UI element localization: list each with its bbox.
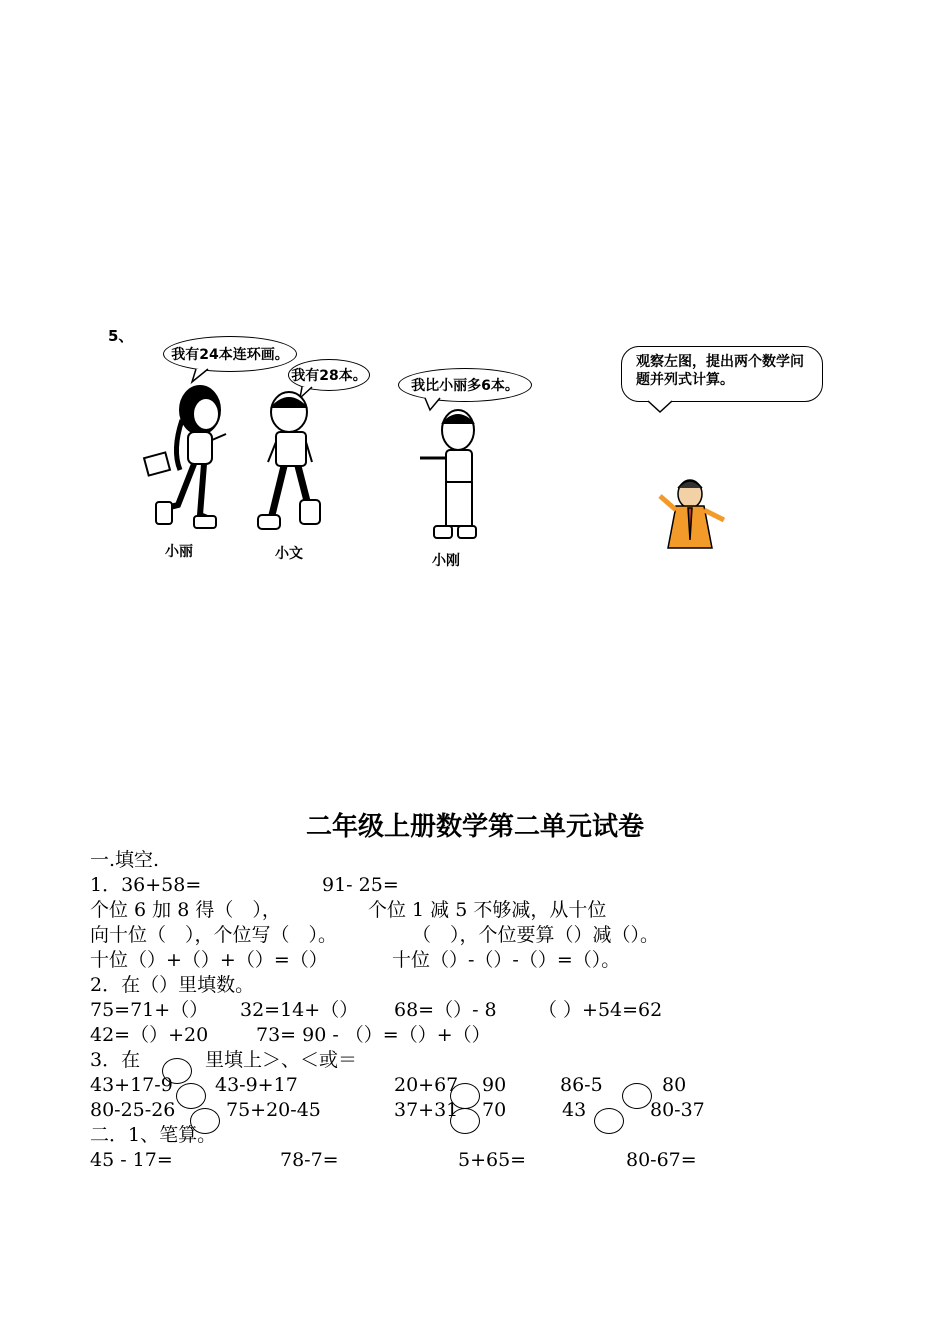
compare-circle-1[interactable] <box>176 1083 206 1109</box>
q3-expression: 37+31 <box>394 1099 459 1121</box>
speech-text-xiaowen: 我有28本。 <box>291 368 367 384</box>
q2-item: 75=71+（） <box>90 999 209 1021</box>
q3-expression: 80-37 <box>650 1099 705 1121</box>
boy-xiaogang-figure <box>420 410 476 538</box>
q3-expression: 20+67 <box>394 1074 459 1096</box>
name-xiaoli: 小丽 <box>165 544 193 560</box>
q3-expression: 70 <box>482 1099 507 1121</box>
q2-item: 42=（）+20 <box>90 1024 209 1046</box>
q1-line2-left: 个位 6 加 8 得（ ）， <box>90 899 281 921</box>
q2-item: （ ）+54=62 <box>538 999 663 1021</box>
q3-heading-a: 3．在 <box>90 1049 141 1071</box>
q2-item: 73= 90 - （）=（）+（） <box>256 1024 491 1046</box>
q3-expression: 43+17-9 <box>90 1074 173 1096</box>
girl-xiaoli-figure <box>144 386 226 528</box>
section2-heading: 二．1、笔算。 <box>90 1124 217 1146</box>
q3-expression: 43 <box>562 1099 587 1121</box>
q1-expression-right: 91- 25= <box>322 874 399 896</box>
teacher-prompt-text: 观察左图，提出两个数学问题并列式计算。 <box>636 354 804 388</box>
q2-heading: 2．在（）里填数。 <box>90 974 255 996</box>
q1-expression-left: 1．36+58= <box>90 874 202 896</box>
q1-line4-left: 十位（）+（）+（）=（） <box>90 949 328 971</box>
q3-heading-b: 里填上＞、＜或＝ <box>205 1049 358 1071</box>
problem-number: 5、 <box>108 327 134 345</box>
compare-circle-6[interactable] <box>594 1108 624 1134</box>
q2-item: 68=（）- 8 <box>394 999 497 1021</box>
q2-item: 32=14+（） <box>240 999 359 1021</box>
characters-illustration <box>0 0 950 620</box>
exam-title: 二年级上册数学第二单元试卷 <box>305 812 644 842</box>
q3-expression: 86-5 <box>560 1074 603 1096</box>
q1-line2-right: 个位 1 减 5 不够减，从十位 <box>368 899 607 921</box>
calc-item: 80-67= <box>626 1149 697 1171</box>
q1-line3-right: （ ），个位要算（）减（）。 <box>412 924 660 946</box>
q3-expression: 80 <box>662 1074 687 1096</box>
boy-xiaowen-figure <box>258 392 320 529</box>
q3-expression: 75+20-45 <box>226 1099 321 1121</box>
speech-text-xiaogang: 我比小丽多6本。 <box>411 378 519 394</box>
section1-heading: 一.填空. <box>90 849 160 871</box>
compare-circle-2[interactable] <box>450 1083 480 1109</box>
q1-line4-right: 十位（）-（）-（）=（）。 <box>392 949 621 971</box>
q3-expression: 80-25-26 <box>90 1099 176 1121</box>
speech-text-xiaoli: 我有24本连环画。 <box>171 347 289 363</box>
name-xiaowen: 小文 <box>275 546 303 562</box>
teacher-figure <box>660 480 724 548</box>
calc-item: 45 - 17= <box>90 1149 173 1171</box>
calc-item: 5+65= <box>458 1149 527 1171</box>
q3-expression: 90 <box>482 1074 507 1096</box>
compare-circle-3[interactable] <box>622 1083 652 1109</box>
q3-expression: 43-9+17 <box>215 1074 298 1096</box>
calc-item: 78-7= <box>280 1149 339 1171</box>
q1-line3-left: 向十位（ ），个位写（ ）。 <box>90 924 338 946</box>
name-xiaogang: 小刚 <box>432 553 460 569</box>
compare-circle-5[interactable] <box>450 1108 480 1134</box>
